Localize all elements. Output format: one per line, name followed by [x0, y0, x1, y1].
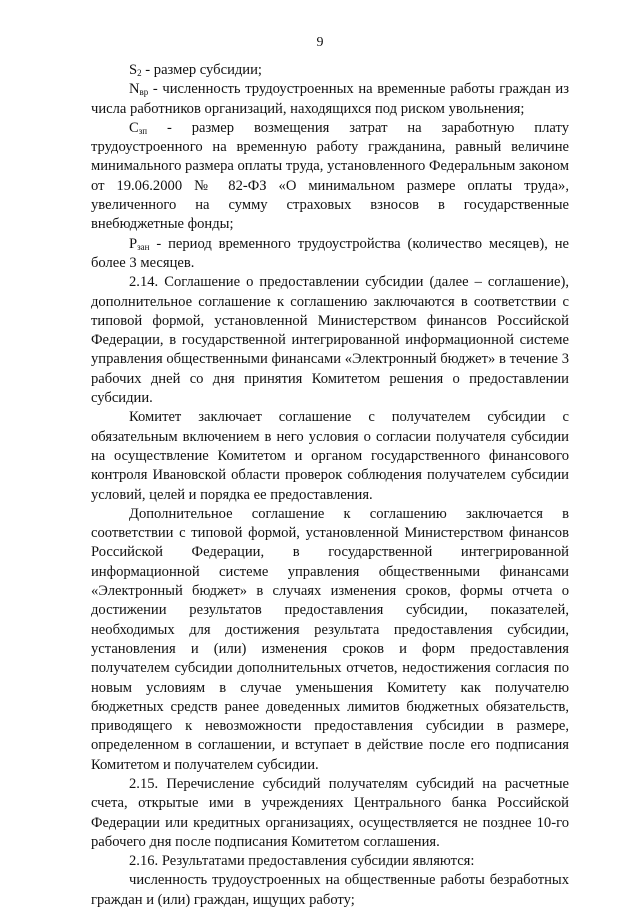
paragraph-2-14: 2.14. Соглашение о предоставлении субсидии (далее – соглашение), дополнительное соглашение к соглашению заключаются в соответствии с типовой формой, установленной Министерством финансов Российской Федерации, в государственной интегрированной информационной системе управления общественными финансами «Электронный бюджет» в течение 3 рабочих дней со дня принятия Комитетом решения о предоставлении субсидии.: [91, 274, 569, 407]
variable-subscript: зан: [137, 241, 150, 252]
definition-text: - период временного трудоустройства (количество месяцев), не более 3 месяцев.: [91, 235, 569, 271]
definition-text: - размер возмещения затрат на заработную плату трудоустроенного на временную работу гражданина, равный величине минимального размера оплаты труда, установленного Федеральным законом от 19.06.2000 № 82-ФЗ «О минимальном размере оплаты труда», увеличенного на сумму страховых взносов в государственные внебюджетные фонды;: [91, 119, 569, 233]
paragraph-2-15: 2.15. Перечисление субсидий получателям субсидий на расчетные счета, открытые ими в учреждениях Центрального банка Российской Федерации или кредитных организациях, осуществляется не позднее 10-го рабочего дня после подписания Комитетом соглашения.: [91, 775, 569, 850]
paragraph-agreement-conditions: Комитет заключает соглашение с получателем субсидии с обязательным включением в него условия о согласии получателя субсидии на осуществление Комитетом и органом государственного финансового контроля Ивановской области проверок соблюдения получателем субсидии условий, целей и порядка ее предоставления.: [91, 409, 569, 503]
variable-symbol: N: [129, 81, 140, 98]
definition-nvr: [91, 80, 569, 119]
definition-s2: [91, 61, 569, 80]
page-number: 9: [316, 35, 324, 50]
paragraph-2-16: 2.16. Результатами предоставления субсидии являются:: [129, 853, 475, 870]
definition-text: - размер субсидии;: [141, 62, 262, 78]
variable-subscript: 2: [137, 68, 142, 78]
paragraph-supplementary-agreement: Дополнительное соглашение к соглашению заключается в соответствии с типовой формой, установленной Министерством финансов Российской Федерации, в государственной интегрированной информационной системе управления общественными финансами «Электронный бюджет» в случаях изменения сроков, формы отчета о достижении результатов предоставления субсидии, показателей, необходимых для достижения результата предоставления субсидии, установления и (или) изменения сроков и форм предоставления получателем субсидии дополнительных отчетов, недостижения согласия по новым условиям в случае уменьшения Комитету как получателю бюджетных средств ранее доведенных лимитов бюджетных обязательств, приводящего к невозможности предоставления субсидии в размере, определенном в соглашении, и вступает в действие после его подписания Комитетом и получателем субсидии.: [91, 505, 569, 773]
document-body: [91, 61, 569, 910]
variable-subscript: зп: [138, 125, 148, 136]
definition-czp: [91, 119, 569, 235]
variable-symbol: P: [129, 235, 138, 252]
variable-subscript: вр: [139, 87, 149, 98]
paragraph-result-item: численность трудоустроенных на общественные работы безработных граждан и (или) граждан, ищущих работу;: [91, 872, 569, 908]
definition-text: - численность трудоустроенных на временные работы граждан из числа работников организаций, находящихся под риском увольнения;: [91, 81, 569, 117]
variable-symbol: C: [129, 119, 139, 136]
variable-symbol: S: [129, 62, 138, 78]
definition-pzan: [91, 235, 569, 274]
